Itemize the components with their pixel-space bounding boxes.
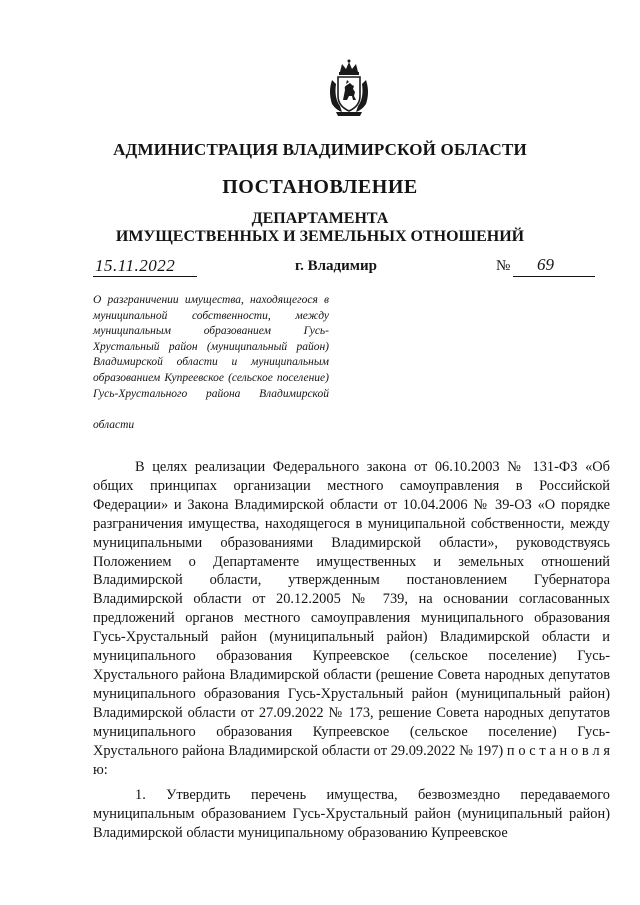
document-subject-last-line: области <box>93 419 135 431</box>
department-title-line2: ИМУЩЕСТВЕННЫХ И ЗЕМЕЛЬНЫХ ОТНОШЕНИЙ <box>115 228 525 245</box>
document-subject: О разграничении имущества, находящегося в муниципальной собственности, между муниципальным образованием Гусь-Хрустальный район (муниципальный район) Владимирской области и муниципальным образованием Купреевское (сельское поселение) Гусь-Хрустального района Владимирской <box>93 294 329 400</box>
document-meta-row <box>93 255 603 282</box>
number-field <box>513 255 595 277</box>
organization-title: АДМИНИСТРАЦИЯ ВЛАДИМИРСКОЙ ОБЛАСТИ <box>113 140 527 159</box>
department-title-line1: ДЕПАРТАМЕНТА <box>251 210 389 227</box>
document-date: 15.11.2022 <box>95 256 176 275</box>
number-label: № <box>496 258 511 274</box>
document-city: г. Владимир <box>295 258 377 274</box>
document-type-title: ПОСТАНОВЛЕНИЕ <box>222 176 418 198</box>
document-body <box>93 458 610 843</box>
coat-of-arms-icon <box>326 58 372 118</box>
body-paragraph-item-1: 1. Утвердить перечень имущества, безвозмездно передаваемого муниципальным образованием Гусь-Хрустальный район (муниципальный район) Владимирской области муниципальному образованию Купреевское <box>93 787 610 842</box>
body-paragraph-preamble: В целях реализации Федерального закона от 06.10.2003 № 131-ФЗ «Об общих принципах организации местного самоуправления в Российской Федерации» и Закона Владимирской области от 10.04.2006 № 39-ОЗ «О порядке разграничения имущества, находящегося в муниципальной собственности, между муниципальными образованиями Владимирской области», руководствуясь Положением о Департаменте имущественных и земельных отношений Владимирской области, утвержденным постановлением Губернатора Владимирской области от 20.12.2005 № 739, на основании согласованных предложений органов местного самоуправления муниципального образования Гусь-Хрустальный район (муниципальный район) Владимирской области и муниципального образования Купреевское (сельское поселение) Гусь-Хрустального района Владимирской области (решение Совета народных депутатов муниципального образования Гусь-Хрустальный район (муниципальный район) Владимирской области от 27.09.2022 № 173, решение Совета народных депутатов муниципального образования Купреевское (сельское поселение) Гусь-Хрустального района Владимирской области от 29.09.2022 № 197) п о с т а н о в л я ю: <box>93 459 610 778</box>
document-number: 69 <box>537 255 554 274</box>
date-field <box>93 258 197 277</box>
